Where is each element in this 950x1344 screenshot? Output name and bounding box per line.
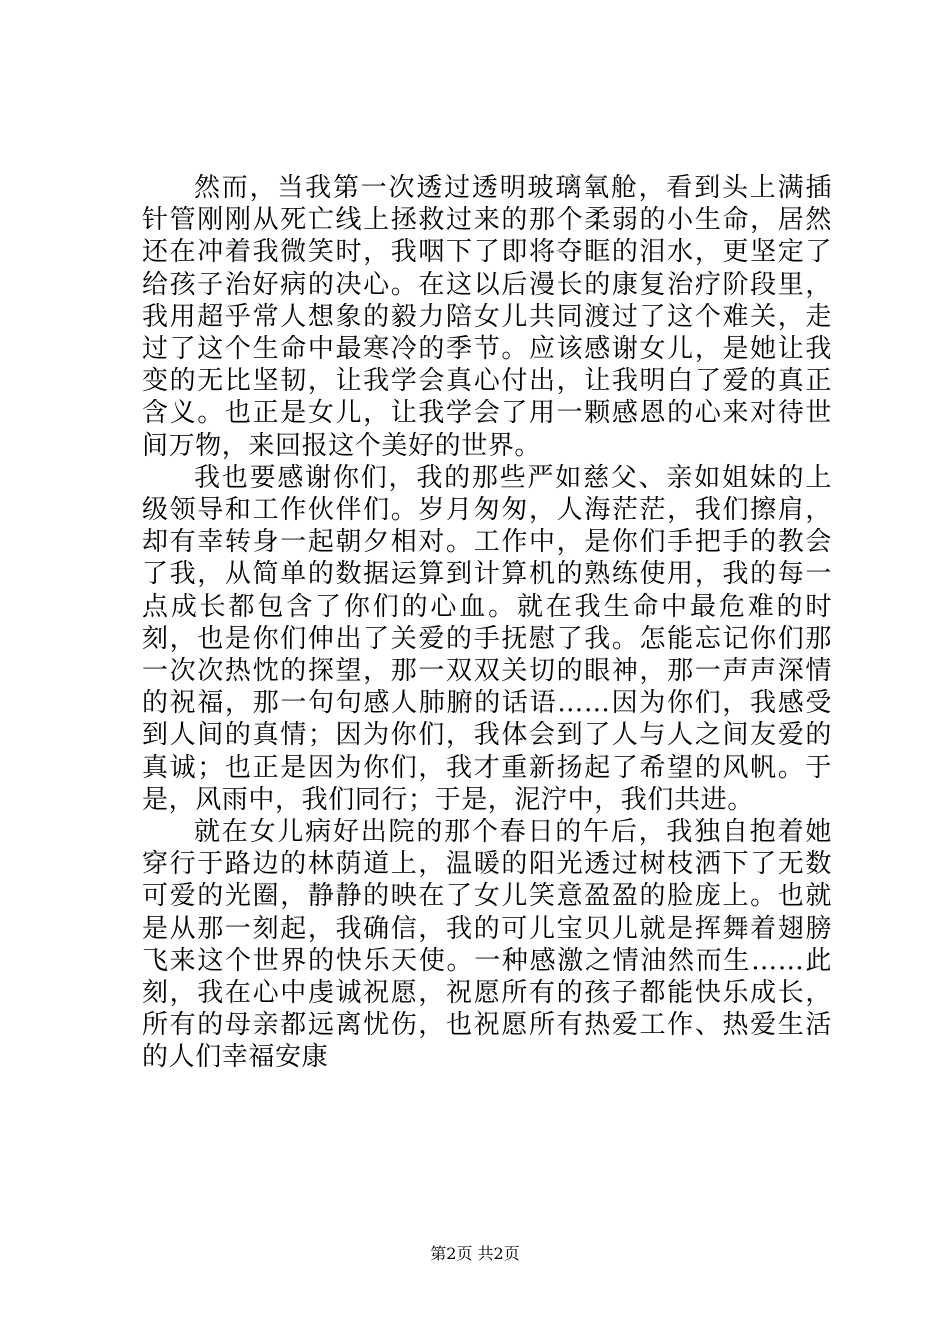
paragraph-1: 然而，当我第一次透过透明玻璃氧舱，看到头上满插针管刚刚从死亡线上拯救过来的那个柔弱的小生命，居然还在冲着我微笑时，我咽下了即将夺眶的泪水，更坚定了给孩子治好病的决心。在这以后漫长的康复治疗阶段里，我用超乎常人想象的毅力陪女儿共同渡过了这个难关，走过了这个生命中最寒冷的季节。应该感谢女儿，是她让我变的无比坚韧，让我学会真心付出，让我明白了爱的真正含义。也正是女儿，让我学会了用一颗感恩的心来对待世间万物，来回报这个美好的世界。	[142, 173, 832, 461]
paragraph-3: 就在女儿病好出院的那个春日的午后，我独自抱着她穿行于路边的林荫道上，温暖的阳光透过树枝洒下了无数可爱的光圈，静静的映在了女儿笑意盈盈的脸庞上。也就是从那一刻起，我确信，我的可儿宝贝儿就是挥舞着翅膀飞来这个世界的快乐天使。一种感激之情油然而生……此刻，我在心中虔诚祝愿，祝愿所有的孩子都能快乐成长，所有的母亲都远离忧伤，也祝愿所有热爱工作、热爱生活的人们幸福安康	[142, 817, 832, 1073]
page-number-footer: 第2页 共2页	[430, 1244, 520, 1263]
body-text	[142, 172, 832, 1074]
paragraph-2: 我也要感谢你们，我的那些严如慈父、亲如姐妹的上级领导和工作伙伴们。岁月匆匆，人海茫茫，我们擦肩，却有幸转身一起朝夕相对。工作中，是你们手把手的教会了我，从简单的数据运算到计算机的熟练使用，我的每一点成长都包含了你们的心血。就在我生命中最危难的时刻，也是你们伸出了关爱的手抚慰了我。怎能忘记你们那一次次热忱的探望，那一双双关切的眼神，那一声声深情的祝福，那一句句感人肺腑的话语……因为你们，我感受到人间的真情；因为你们，我体会到了人与人之间友爱的真诚；也正是因为你们，我才重新扬起了希望的风帆。于是，风雨中，我们同行；于是，泥泞中，我们共进。	[142, 462, 832, 815]
